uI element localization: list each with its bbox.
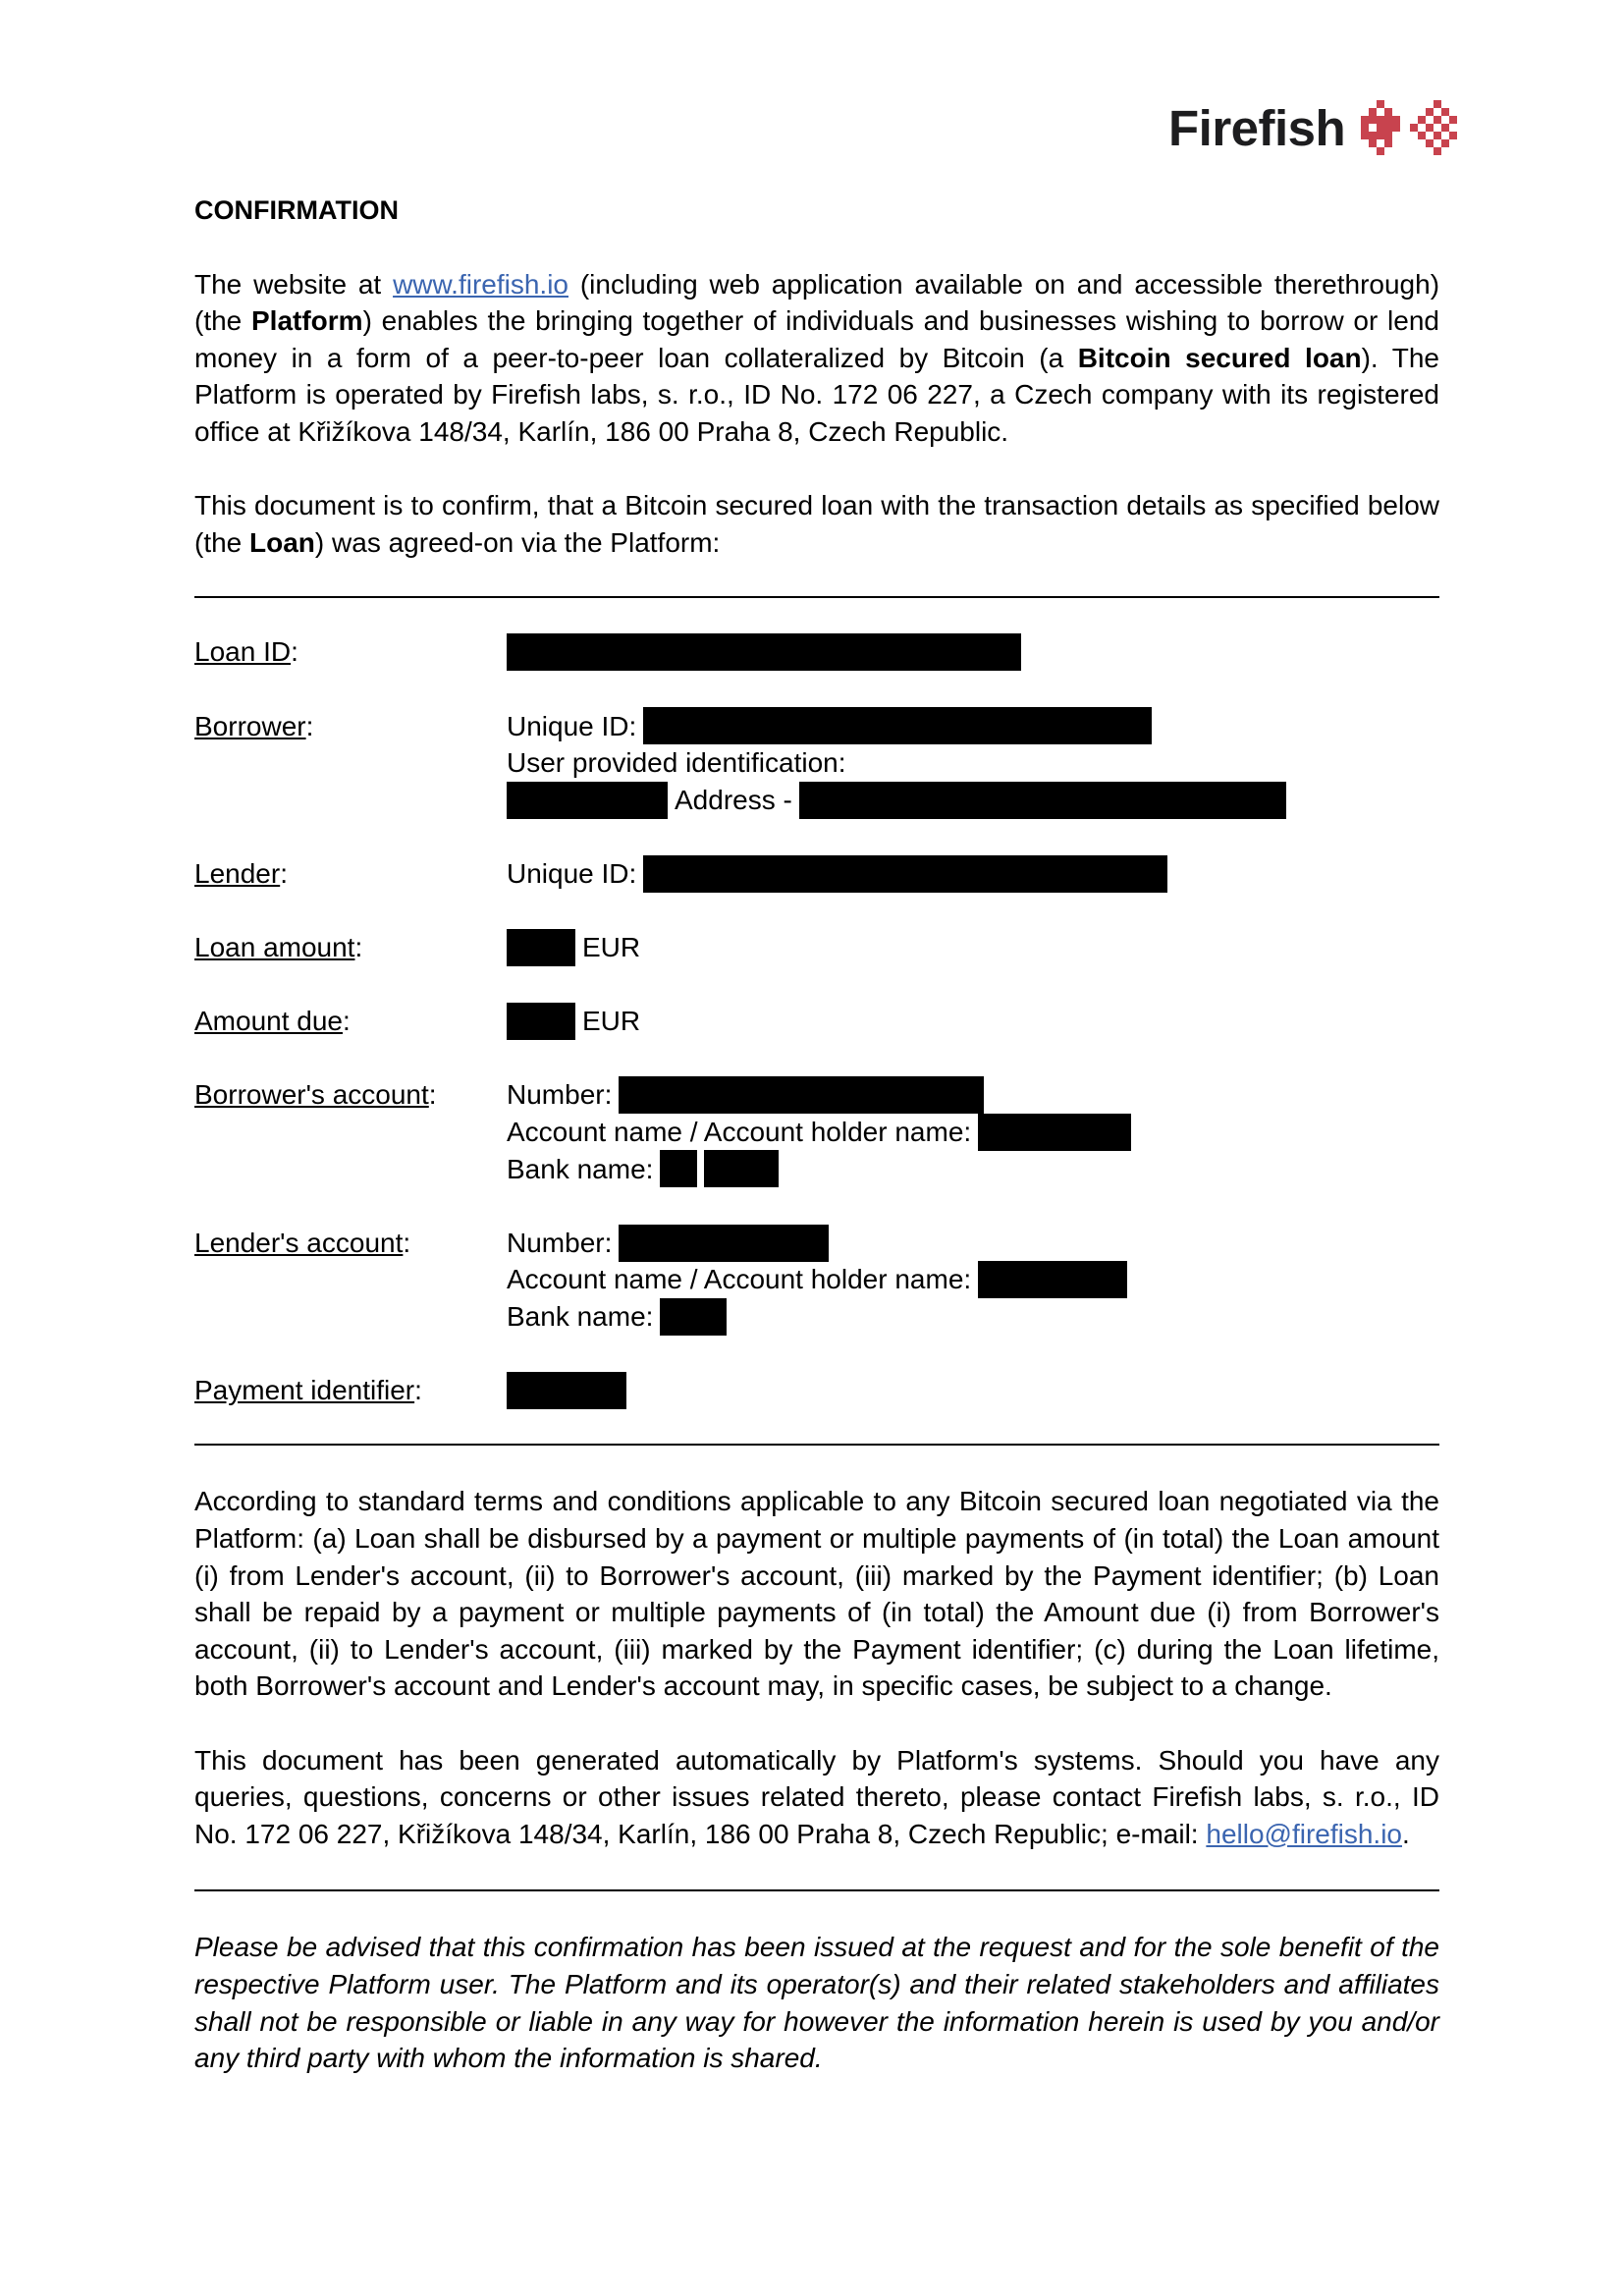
intro-paragraph-2 [194, 487, 1439, 561]
bank-name-label: Bank name: [507, 1153, 654, 1184]
lender-label: Lender [194, 857, 281, 889]
bitcoin-secured-loan-term: Bitcoin secured loan [1077, 342, 1362, 373]
document-body [194, 192, 1439, 2077]
loan-amount-label: Loan amount [194, 932, 355, 963]
redacted-borrower-account-name [978, 1114, 1131, 1151]
firefish-logo [1168, 98, 1463, 157]
redacted-payment-identifier [507, 1372, 626, 1409]
contact-paragraph [194, 1742, 1439, 1853]
unique-id-label: Unique ID: [507, 710, 637, 741]
redacted-borrower-address [799, 782, 1286, 819]
borrower-account-row: Borrower's account: Number: Account name / Account holder name: Bank name: [194, 1076, 1439, 1187]
lender-row: Lender: Unique ID: [194, 855, 1439, 893]
firefish-fish-icon [1355, 98, 1463, 157]
redacted-loan-id [507, 633, 1021, 671]
redacted-loan-amount [507, 929, 575, 966]
amount-due-row: Amount due: EUR [194, 1003, 1439, 1040]
loan-amount-row: Loan amount: EUR [194, 929, 1439, 966]
borrower-account-label: Borrower's account [194, 1079, 429, 1111]
redacted-lender-bank-name [660, 1298, 727, 1336]
bank-name-label: Bank name: [507, 1301, 654, 1333]
redacted-lender-unique-id [643, 855, 1167, 893]
number-label: Number: [507, 1079, 613, 1111]
email-link[interactable]: hello@firefish.io [1206, 1818, 1402, 1849]
user-provided-identification-label: User provided identification: [507, 747, 846, 779]
intro-text: ). The Platform is operated by Firefish labs, s. r.o., ID No. 172 06 227, a Czech company with its registered office at Křižíkova 148/34, Karlín, 186 00 Praha 8, Czech Republic. [194, 342, 1439, 447]
intro-text: (including web application available on and accessible therethrough) (the [194, 268, 1440, 337]
contact-text: . [1402, 1818, 1410, 1849]
redacted-lender-account-number [619, 1225, 829, 1262]
currency-label: EUR [582, 932, 641, 963]
redacted-amount-due [507, 1003, 575, 1040]
intro-text: This document is to confirm, that a Bitcoin secured loan with the transaction details as specified below (the [194, 490, 1439, 558]
terms-section [194, 1446, 1439, 1852]
loan-id-row: Loan ID: [194, 633, 1439, 671]
redacted-borrower-bank-name [660, 1150, 697, 1187]
redacted-lender-account-name [978, 1261, 1127, 1298]
borrower-label: Borrower [194, 710, 306, 741]
payment-identifier-label: Payment identifier [194, 1375, 415, 1406]
contact-text: This document has been generated automatically by Platform's systems. Should you have any queries, questions, concerns or other issues related thereto, please contact Firefish labs, s. r.o., ID No. 172 06 227, Křižíkova 148/34, Karlín, 186 00 Praha 8, Czech Republic; e-mail: [194, 1744, 1439, 1849]
intro-text: The website at [194, 268, 394, 300]
logo-text: Firefish [1168, 99, 1346, 156]
loan-details [194, 598, 1439, 1408]
unique-id-label: Unique ID: [507, 857, 637, 889]
address-label: Address - [675, 784, 792, 815]
account-name-label: Account name / Account holder name: [507, 1264, 972, 1295]
account-name-label: Account name / Account holder name: [507, 1117, 972, 1148]
disclaimer-text: Please be advised that this confirmation has been issued at the request and for the sole benefit of the respective Platform user. The Platform and its operator(s) and their related stakeholders and affiliates shall not be responsible or liable in any way for however the information herein is used by you and/or any third party with whom the information is shared. [194, 1932, 1439, 2074]
document-heading: CONFIRMATION [194, 195, 399, 225]
amount-due-label: Amount due [194, 1006, 343, 1037]
redacted-borrower-identification [507, 782, 668, 819]
redacted-borrower-bank-name [704, 1150, 779, 1187]
intro-text: ) was agreed-on via the Platform: [314, 526, 721, 558]
terms-paragraph: According to standard terms and conditions applicable to any Bitcoin secured loan negotiated via the Platform: (a) Loan shall be disbursed by a payment or multiple payments of (in total) the Loan amount (i) from Lender's account, (ii) to Borrower's account, (iii) marked by the Payment identifier; (b) Loan shall be repaid by a payment or multiple payments of (in total) the Amount due (i) from Borrower's account, (ii) to Lender's account, (iii) marked by the Payment identifier; (c) during the Loan lifetime, both Borrower's account and Lender's account may, in specific cases, be subject to a change. [194, 1486, 1439, 1702]
currency-label: EUR [582, 1006, 641, 1037]
borrower-row: Borrower: Unique ID: User provided identification: Address - [194, 708, 1439, 819]
payment-identifier-row: Payment identifier: [194, 1372, 1439, 1409]
lender-account-label: Lender's account [194, 1227, 404, 1258]
disclaimer-section [194, 1891, 1439, 2076]
redacted-borrower-account-number [619, 1076, 984, 1114]
platform-term: Platform [251, 305, 363, 337]
number-label: Number: [507, 1227, 613, 1258]
intro-paragraph-1 [194, 266, 1439, 451]
loan-id-label: Loan ID [194, 636, 292, 668]
redacted-borrower-unique-id [643, 707, 1152, 744]
loan-term: Loan [249, 526, 315, 558]
lender-account-row: Lender's account: Number: Account name / Account holder name: Bank name: [194, 1225, 1439, 1336]
website-link[interactable]: www.firefish.io [393, 268, 568, 300]
intro-text: ) enables the bringing together of individuals and businesses wishing to borrow or lend money in a form of a peer-to-peer loan collateralized by Bitcoin (a [194, 305, 1439, 373]
